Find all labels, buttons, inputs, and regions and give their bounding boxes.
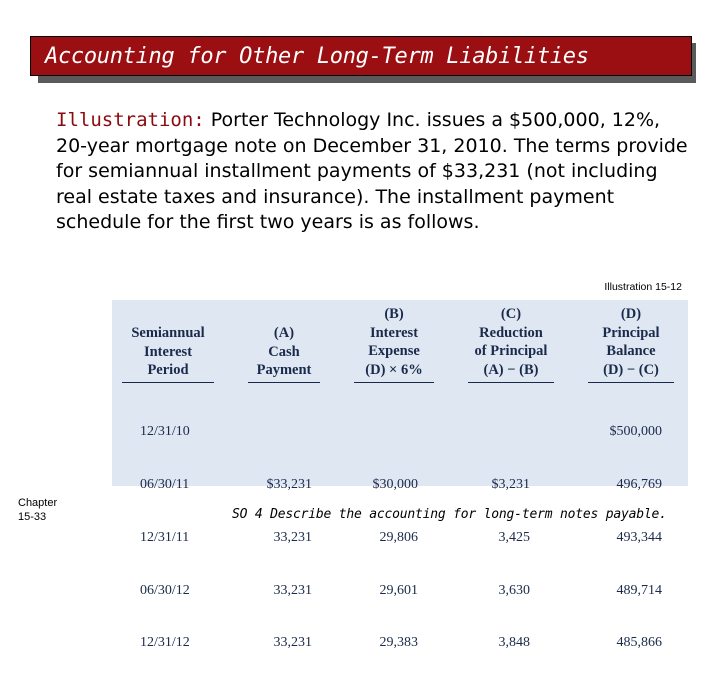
header-period-line2: Interest	[143, 343, 193, 360]
period-row: 06/30/11	[140, 476, 190, 492]
period-row: 12/31/12	[140, 635, 190, 651]
header-cash-payment	[246, 324, 322, 380]
header-interest-line3: (D) × 6%	[365, 361, 423, 378]
header-cash-line1: (A)	[273, 325, 295, 341]
header-interest-line1: Interest	[369, 324, 419, 341]
header-balance-line2: Balance	[606, 343, 656, 359]
header-period-underline	[122, 382, 214, 383]
principal-balance-cell: 489,714	[616, 582, 662, 598]
chapter-text: Chapter	[18, 497, 58, 509]
illustration-reference: Illustration 15-12	[604, 281, 682, 293]
header-reduction-line2: of Principal	[474, 343, 548, 359]
interest-expense-cell: 29,383	[379, 635, 418, 651]
cash-payment-cell	[242, 423, 312, 441]
principal-balance-cell: $500,000	[609, 424, 662, 440]
cash-payment-cell: $33,231	[266, 476, 312, 492]
period-row: 06/30/12	[140, 582, 190, 598]
principal-reduction-cell: 3,848	[498, 635, 530, 651]
slide-title: Accounting for Other Long-Term Liabilities	[45, 43, 589, 69]
header-cash-line3: Payment	[256, 362, 312, 378]
column-periods	[140, 388, 220, 687]
interest-expense-cell: $30,000	[372, 476, 418, 492]
illustration-text: Porter Technology Inc. issues a $500,000, 12%, 20-year mortgage note on December 31, 2010. The terms provide for semiannual installment payments of $33,231 (not including real estate taxes and insurance). The installment payment schedule for the first two years is as follows.	[56, 109, 688, 233]
header-period-line3: Period	[147, 362, 189, 378]
principal-reduction-cell: 3,630	[498, 582, 530, 598]
header-reduction-line0: (C)	[500, 306, 522, 322]
cash-payment-cell: 33,231	[273, 529, 312, 545]
interest-expense-cell: 29,806	[379, 529, 418, 545]
header-cash-underline	[248, 382, 320, 383]
header-principal-reduction	[462, 305, 560, 379]
header-period	[120, 324, 216, 380]
title-bar	[30, 36, 692, 76]
principal-reduction-cell: 3,425	[498, 529, 530, 545]
header-interest-line2: Expense	[368, 343, 420, 359]
header-reduction-line3: (A) − (B)	[483, 361, 539, 378]
period-row: 12/31/11	[140, 529, 190, 545]
header-reduction-line1: Reduction	[479, 324, 543, 341]
principal-balance-cell: 485,866	[616, 635, 662, 651]
column-interest-expense	[346, 388, 418, 687]
illustration-lead: Illustration:	[56, 109, 205, 131]
header-cash-line2: Cash	[268, 343, 300, 360]
header-balance-line0: (D)	[620, 306, 642, 322]
principal-balance-cell: 496,769	[616, 476, 662, 492]
header-balance-underline	[588, 382, 674, 383]
header-principal-balance	[584, 305, 678, 379]
period-row: 12/31/10	[140, 424, 190, 440]
column-cash-payment	[242, 388, 312, 687]
principal-reduction-cell: $3,231	[491, 476, 530, 492]
header-period-line1: Semiannual	[131, 325, 205, 341]
chapter-page-number: 15-33	[18, 511, 47, 523]
header-balance-line1: Principal	[602, 324, 660, 341]
interest-expense-cell	[346, 423, 418, 441]
study-objective: SO 4 Describe the accounting for long-term notes payable.	[232, 507, 667, 522]
column-principal-balance	[586, 388, 662, 687]
header-interest-line0: (B)	[384, 306, 404, 322]
cash-payment-cell: 33,231	[273, 582, 312, 598]
header-reduction-underline	[468, 382, 554, 383]
cash-payment-cell: 33,231	[273, 635, 312, 651]
chapter-label	[18, 496, 57, 524]
header-interest-underline	[354, 382, 434, 383]
column-principal-reduction	[468, 388, 530, 687]
interest-expense-cell: 29,601	[379, 582, 418, 598]
principal-reduction-cell	[468, 423, 530, 441]
header-interest-expense	[350, 305, 438, 379]
header-balance-line3: (D) − (C)	[603, 361, 659, 378]
principal-balance-cell: 493,344	[616, 529, 662, 545]
illustration-paragraph	[56, 108, 692, 236]
